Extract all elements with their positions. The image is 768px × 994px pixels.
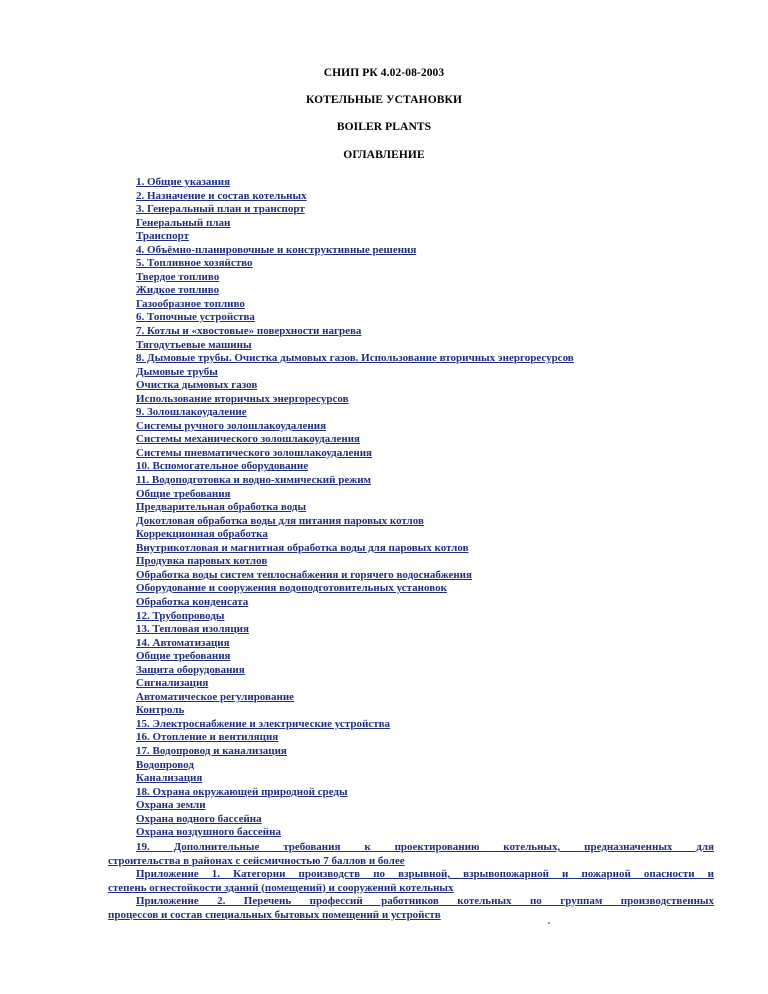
toc-link[interactable]: Охрана воздушного бассейна <box>136 826 281 839</box>
toc-item <box>136 826 716 840</box>
toc-link[interactable]: Общие требования <box>136 650 231 663</box>
toc-link[interactable]: 5. Топливное хозяйство <box>136 257 253 270</box>
document-title-english: BOILER PLANTS <box>336 121 432 133</box>
toc-link[interactable]: Контроль <box>136 704 185 717</box>
toc-item <box>136 745 716 759</box>
toc-item <box>136 244 716 258</box>
toc-link[interactable]: Общие требования <box>136 487 231 500</box>
toc-item <box>136 515 716 529</box>
scan-speck <box>548 922 550 924</box>
toc-link[interactable]: 8. Дымовые трубы. Очистка дымовых газов. Использование вторичных энергоресурсов <box>136 352 574 365</box>
toc-item <box>136 217 716 231</box>
toc-item <box>136 542 716 556</box>
toc-item <box>136 664 716 678</box>
toc-entry-appendix-2 <box>108 895 714 922</box>
toc-item <box>136 677 716 691</box>
toc-item <box>136 460 716 474</box>
toc-item <box>136 298 716 312</box>
toc-item <box>136 230 716 244</box>
toc-item <box>136 786 716 800</box>
toc-link[interactable]: Транспорт <box>136 230 189 243</box>
toc-link[interactable]: Очистка дымовых газов <box>136 379 258 392</box>
toc-item <box>136 311 716 325</box>
toc-item <box>136 623 716 637</box>
toc-link[interactable]: Обработка воды систем теплоснабжения и горячего водоснабжения <box>136 568 472 581</box>
toc-link[interactable]: 7. Котлы и «хвостовые» поверхности нагрева <box>136 325 362 338</box>
toc-item <box>136 325 716 339</box>
toc-item <box>136 528 716 542</box>
toc-item <box>136 596 716 610</box>
toc-link[interactable]: 18. Охрана окружающей природной среды <box>136 785 348 798</box>
toc-item <box>136 474 716 488</box>
toc-link[interactable]: Тягодутьевые машины <box>136 338 252 351</box>
toc-link-seismic-line1[interactable]: 19. Дополнительные требования к проектированию котельных, предназначенных для <box>136 841 714 853</box>
toc-item <box>136 271 716 285</box>
toc-item <box>136 582 716 596</box>
toc-link[interactable]: Защита оборудования <box>136 663 245 676</box>
toc-item <box>136 433 716 447</box>
toc-link[interactable]: Охрана водного бассейна <box>136 812 262 825</box>
toc-link[interactable]: Канализация <box>136 772 203 785</box>
toc-item <box>136 339 716 353</box>
toc-link-appendix-2-line2[interactable]: процессов и состав специальных бытовых помещений и устройств <box>108 908 441 921</box>
toc-item <box>136 190 716 204</box>
toc-link[interactable]: Жидкое топливо <box>136 284 220 297</box>
toc-link[interactable]: 9. Золошлакоудаление <box>136 406 247 419</box>
toc-link[interactable]: Дымовые трубы <box>136 365 218 378</box>
toc-item <box>136 731 716 745</box>
toc-link-appendix-1-line1[interactable]: Приложение 1. Категории производств по взрывной, взрывопожарной и пожарной опасности и <box>136 868 714 880</box>
toc-link[interactable]: Докотловая обработка воды для питания паровых котлов <box>136 514 424 527</box>
toc-link[interactable]: 12. Трубопроводы <box>136 609 225 622</box>
toc-item <box>136 610 716 624</box>
toc-item <box>136 718 716 732</box>
toc-entry-appendix-1 <box>108 868 714 895</box>
toc-item <box>136 352 716 366</box>
document-code: СНИП РК 4.02-08-2003 <box>323 67 445 79</box>
toc-link[interactable]: 17. Водопровод и канализация <box>136 744 287 757</box>
toc-heading: ОГЛАВЛЕНИЕ <box>343 149 425 161</box>
toc-item <box>136 759 716 773</box>
toc-link[interactable]: Охрана земли <box>136 799 206 812</box>
toc-item <box>136 176 716 190</box>
toc-link[interactable]: Газообразное топливо <box>136 297 245 310</box>
toc-link[interactable]: 11. Водоподготовка и водно-химический режим <box>136 474 372 487</box>
toc-item <box>136 555 716 569</box>
toc-item <box>136 447 716 461</box>
toc-link[interactable]: Продувка паровых котлов <box>136 555 268 568</box>
toc-item <box>136 637 716 651</box>
toc-link[interactable]: Оборудование и сооружения водоподготовительных установок <box>136 582 447 595</box>
toc-item <box>136 284 716 298</box>
toc-link[interactable]: 6. Топочные устройства <box>136 311 255 324</box>
toc-link[interactable]: Системы ручного золошлакоудаления <box>136 419 327 432</box>
toc-link[interactable]: 4. Объёмно-планировочные и конструктивные решения <box>136 243 417 256</box>
toc-link[interactable]: Сигнализация <box>136 677 209 690</box>
toc-link[interactable]: 14. Автоматизация <box>136 636 230 649</box>
toc-link[interactable]: 10. Вспомогательное оборудование <box>136 460 309 473</box>
document-title: КОТЕЛЬНЫЕ УСТАНОВКИ <box>305 94 463 106</box>
toc-item <box>136 488 716 502</box>
toc-item <box>136 420 716 434</box>
toc-link[interactable]: Обработка конденсата <box>136 595 249 608</box>
toc-link[interactable]: Коррекционная обработка <box>136 528 268 541</box>
toc-item <box>136 501 716 515</box>
toc-link[interactable]: Предварительная обработка воды <box>136 501 307 514</box>
toc-item <box>136 691 716 705</box>
toc-link[interactable]: 13. Тепловая изоляция <box>136 623 249 636</box>
toc-link[interactable]: 3. Генеральный план и транспорт <box>136 203 305 216</box>
toc-item <box>136 704 716 718</box>
toc-link[interactable]: 2. Назначение и состав котельных <box>136 189 307 202</box>
toc-item <box>136 203 716 217</box>
toc-item <box>136 366 716 380</box>
toc-link-seismic-line2[interactable]: строительства в районах с сейсмичностью 7 баллов и более <box>108 854 405 867</box>
toc-link[interactable]: Системы пневматического золошлакоудаления <box>136 446 372 459</box>
toc-item <box>136 406 716 420</box>
toc-item <box>136 813 716 827</box>
toc-link[interactable]: 15. Электроснабжение и электрические устройства <box>136 717 391 730</box>
toc-link[interactable]: Системы механического золошлакоудаления <box>136 433 360 446</box>
toc-item <box>136 650 716 664</box>
toc-item <box>136 772 716 786</box>
toc-link[interactable]: Твердое топливо <box>136 270 220 283</box>
toc-link[interactable]: Внутрикотловая и магнитная обработка воды для паровых котлов <box>136 541 469 554</box>
toc-link[interactable]: 1. Общие указания <box>136 176 231 188</box>
toc-link[interactable]: 16. Отопление и вентиляция <box>136 731 279 744</box>
toc-item <box>136 799 716 813</box>
toc-link[interactable]: Автоматическое регулирование <box>136 690 295 703</box>
toc-item <box>136 379 716 393</box>
table-of-contents <box>136 176 716 840</box>
toc-link-appendix-1-line2[interactable]: степень огнестойкости зданий (помещений) и сооружений котельных <box>108 881 454 894</box>
toc-link[interactable]: Использование вторичных энергоресурсов <box>136 392 349 405</box>
toc-link-appendix-2-line1[interactable]: Приложение 2. Перечень профессий работников котельных по группам производственных <box>136 895 714 907</box>
toc-link[interactable]: Водопровод <box>136 758 194 771</box>
toc-entry-seismic <box>108 841 714 868</box>
toc-item <box>136 569 716 583</box>
toc-item <box>136 257 716 271</box>
toc-link[interactable]: Генеральный план <box>136 216 231 229</box>
toc-item <box>136 393 716 407</box>
